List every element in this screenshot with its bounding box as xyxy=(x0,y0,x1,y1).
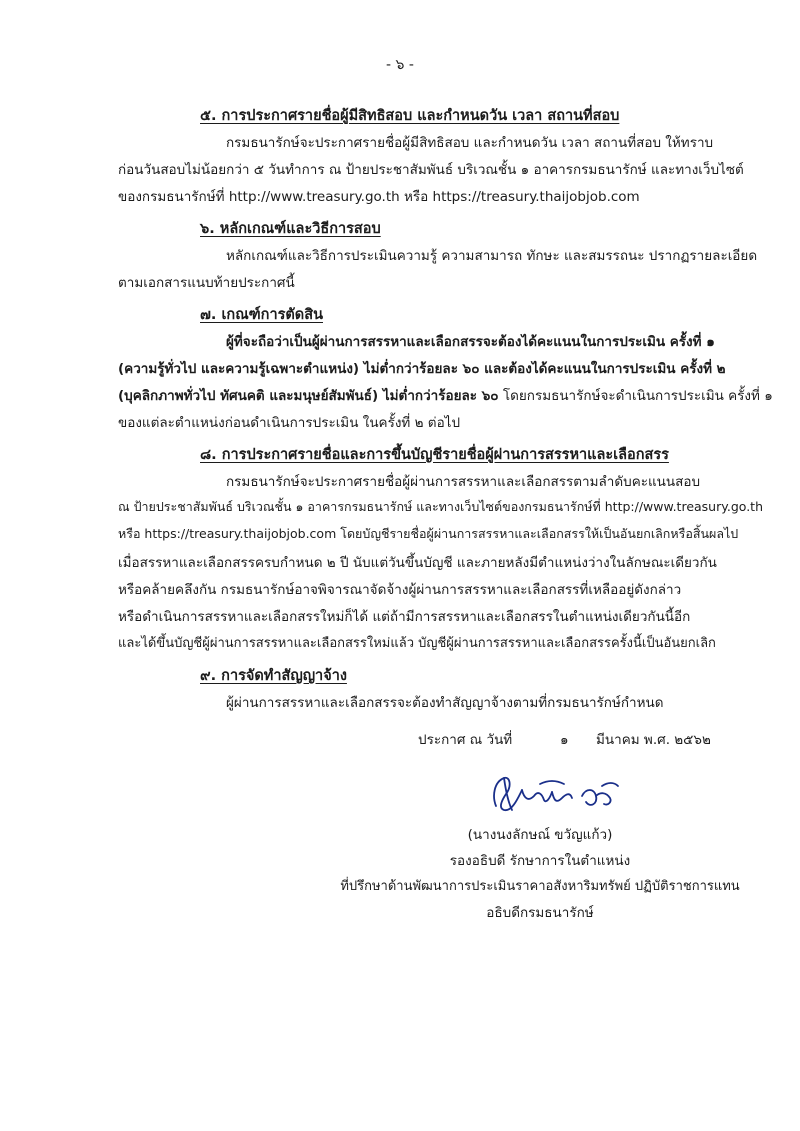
signatory-title: อธิบดีกรมธนารักษ์ xyxy=(486,905,594,921)
section-7-bold-span: (บุคลิกภาพทั่วไป ทัศนคติ และมนุษย์สัมพันธ์) ไม่ต่ำกว่าร้อยละ ๖๐ xyxy=(118,388,499,404)
section-6-line: หลักเกณฑ์และวิธีการประเมินความรู้ ความสามารถ ทักษะ และสมรรถนะ ปรากฏรายละเอียด xyxy=(226,248,758,264)
section-6-heading: ๖. หลักเกณฑ์และวิธีการสอบ xyxy=(200,221,381,237)
signature-mark xyxy=(482,768,622,818)
announce-month-year: มีนาคม พ.ศ. ๒๕๖๒ xyxy=(596,732,711,748)
section-8-line: หรือดำเนินการสรรหาและเลือกสรรใหม่ก็ได้ แต่ถ้ามีการสรรหาและเลือกสรรในตำแหน่งเดียวกันนี้อีก xyxy=(118,609,691,625)
section-7-span: โดยกรมธนารักษ์จะดำเนินการประเมิน ครั้งที่ ๑ xyxy=(498,388,773,404)
section-8-line: และได้ขึ้นบัญชีผู้ผ่านการสรรหาและเลือกสรรใหม่แล้ว บัญชีผู้ผ่านการสรรหาและเลือกสรรครั้งนี้เป็นอันยกเลิก xyxy=(118,636,716,651)
section-5-heading: ๕. การประกาศรายชื่อผู้มีสิทธิสอบ และกำหนดวัน เวลา สถานที่สอบ xyxy=(200,108,620,124)
announce-day: ๑ xyxy=(560,732,569,748)
section-8-line: หรือ https://treasury.thaijobjob.com โดยบัญชีรายชื่อผู้ผ่านการสรรหาและเลือกสรรให้เป็นอันยกเลิกหรือสิ้นผลไป xyxy=(118,526,739,541)
signatory-title: ที่ปรึกษาด้านพัฒนาการประเมินราคาอสังหาริมทรัพย์ ปฏิบัติราชการแทน xyxy=(340,879,740,894)
section-7-line: ของแต่ละตำแหน่งก่อนดำเนินการประเมิน ในครั้งที่ ๒ ต่อไป xyxy=(118,415,461,431)
section-5-line: ของกรมธนารักษ์ที่ http://www.treasury.go.th หรือ https://treasury.thaijobjob.com xyxy=(118,189,640,205)
section-8-line: หรือคล้ายคลึงกัน กรมธนารักษ์อาจพิจารณาจัดจ้างผู้ผ่านการสรรหาและเลือกสรรที่เหลืออยู่ดังกล่าว xyxy=(118,582,682,598)
section-7-line: ผู้ที่จะถือว่าเป็นผู้ผ่านการสรรหาและเลือกสรรจะต้องได้คะแนนในการประเมิน ครั้งที่ ๑ xyxy=(226,334,715,350)
section-5-line: ก่อนวันสอบไม่น้อยกว่า ๕ วันทำการ ณ ป้ายประชาสัมพันธ์ บริเวณชั้น ๑ อาคารกรมธนารักษ์ และทางเว็บไซต์ xyxy=(118,162,744,178)
section-7-heading: ๗. เกณฑ์การตัดสิน xyxy=(200,307,323,323)
section-8-line: กรมธนารักษ์จะประกาศรายชื่อผู้ผ่านการสรรหาและเลือกสรรตามลำดับคะแนนสอบ xyxy=(226,474,701,490)
announce-prefix: ประกาศ ณ วันที่ xyxy=(418,732,513,748)
section-9-heading: ๙. การจัดทำสัญญาจ้าง xyxy=(200,668,347,684)
section-5-line: กรมธนารักษ์จะประกาศรายชื่อผู้มีสิทธิสอบ และกำหนดวัน เวลา สถานที่สอบ ให้ทราบ xyxy=(226,135,714,151)
section-7-line: (ความรู้ทั่วไป และความรู้เฉพาะตำแหน่ง) ไม่ต่ำกว่าร้อยละ ๖๐ และต้องได้คะแนนในการประเมิน ครั้งที่ ๒ xyxy=(118,361,726,377)
signatory-title: รองอธิบดี รักษาการในตำแหน่ง xyxy=(449,853,631,869)
section-8-line: เมื่อสรรหาและเลือกสรรครบกำหนด ๒ ปี นับแต่วันขึ้นบัญชี และภายหลังมีตำแหน่งว่างในลักษณะเดียวกัน xyxy=(118,555,717,571)
section-8-heading: ๘. การประกาศรายชื่อและการขึ้นบัญชีรายชื่อผู้ผ่านการสรรหาและเลือกสรร xyxy=(200,447,669,463)
section-6-line: ตามเอกสารแนบท้ายประกาศนี้ xyxy=(118,275,295,291)
signature-drawing xyxy=(482,768,622,818)
section-8-line: ณ ป้ายประชาสัมพันธ์ บริเวณชั้น ๑ อาคารกรมธนารักษ์ และทางเว็บไซต์ของกรมธนารักษ์ที่ http://www.treasury.go.th xyxy=(118,499,763,514)
page-number: - ๖ - xyxy=(386,57,414,73)
section-7-line xyxy=(118,384,773,406)
signatory-name: (นางนงลักษณ์ ขวัญแก้ว) xyxy=(467,827,613,843)
section-9-line: ผู้ผ่านการสรรหาและเลือกสรรจะต้องทำสัญญาจ้างตามที่กรมธนารักษ์กำหนด xyxy=(226,695,664,711)
